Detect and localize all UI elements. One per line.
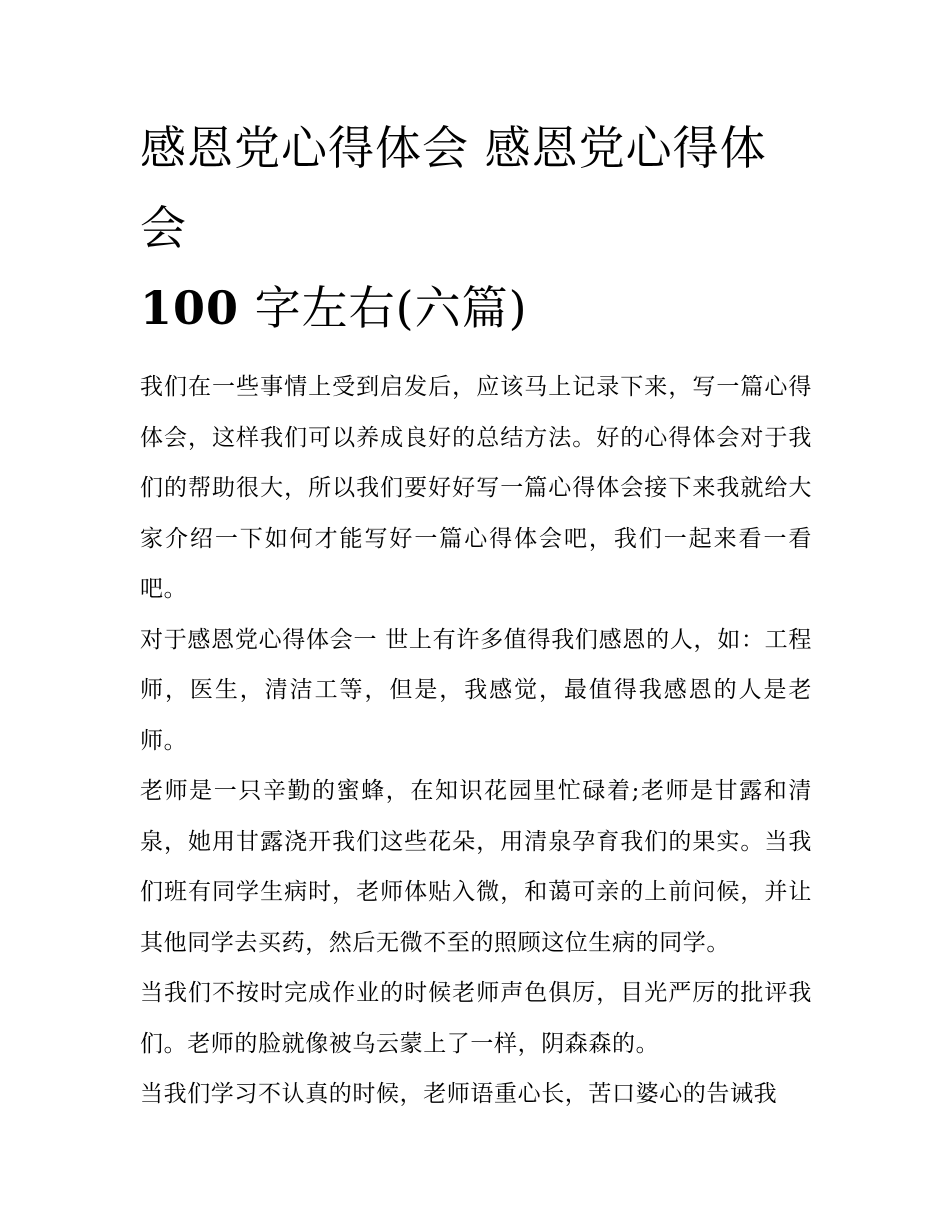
paragraph-2: 老师是一只辛勤的蜜蜂，在知识花园里忙碌着;老师是甘露和清泉，她用甘露浇开我们这些花朵，用清泉孕育我们的果实。当我们班有同学生病时，老师体贴入微，和蔼可亲的上前问候，并让其他同学去买药，然后无微不至的照顾这位生病的同学。 <box>140 778 812 956</box>
title-number: 100 <box>140 281 240 335</box>
paragraph-3: 当我们不按时完成作业的时候老师声色俱厉，目光严厉的批评我们。老师的脸就像被乌云蒙上了一样，阴森森的。 <box>140 980 812 1057</box>
paragraph-intro: 我们在一些事情上受到启发后，应该马上记录下来，写一篇心得体会，这样我们可以养成良好的总结方法。好的心得体会对于我们的帮助很大，所以我们要好好写一篇心得体会接下来我就给大家介绍一下如何才能写好一篇心得体会吧，我们一起来看一看吧。 <box>140 374 812 602</box>
document-body <box>140 108 812 1120</box>
title-text-part1: 感恩党心得体会 感恩党心得体会 <box>140 121 767 255</box>
page-title <box>140 108 812 348</box>
paragraph-4: 当我们学习不认真的时候，老师语重心长，苦口婆心的告诫我 <box>140 1081 778 1107</box>
paragraph-1: 对于感恩党心得体会一 世上有许多值得我们感恩的人，如：工程师，医生，清洁工等，但是，我感觉，最值得我感恩的人是老师。 <box>140 626 812 754</box>
title-text-part2: 字左右(六篇) <box>254 281 528 335</box>
